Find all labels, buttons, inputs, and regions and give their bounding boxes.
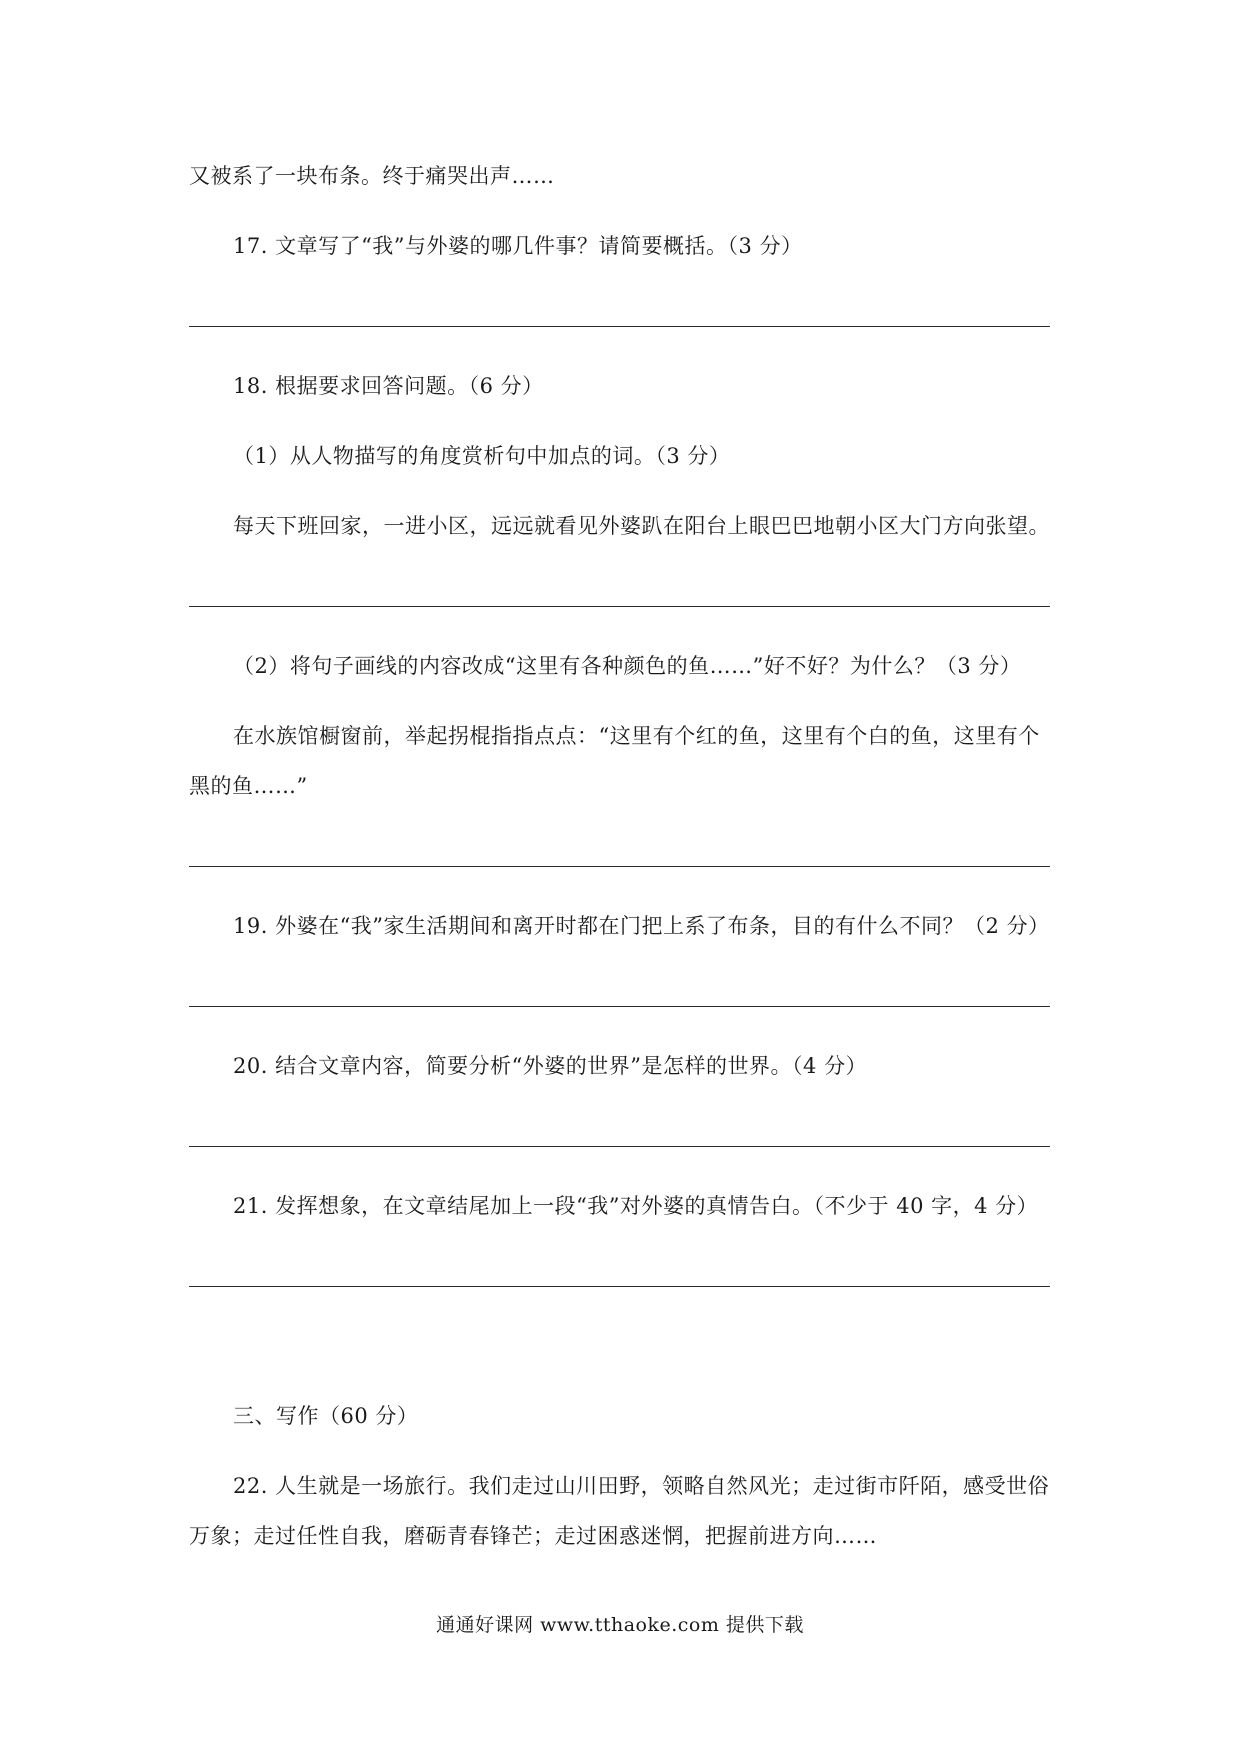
answer-line-19 [189,1006,1050,1007]
question-18-part-1-quote: 每天下班回家，一进小区，远远就看见外婆趴在阳台上眼巴巴地朝小区大门方向张望。 [233,514,1050,538]
answer-line-18-2 [189,866,1050,867]
section-heading-writing: 三、写作（60 分） [233,1404,419,1428]
answer-line-17 [189,326,1050,327]
question-18: 18. 根据要求回答问题。（6 分） [233,374,544,398]
question-18-part-2-quote-line-1: 在水族馆橱窗前，举起拐棍指指点点：“这里有个红的鱼，这里有个白的鱼，这里有个 [233,724,1040,748]
answer-line-20 [189,1146,1050,1147]
question-18-part-1: （1）从人物描写的角度赏析句中加点的词。（3 分） [233,444,731,468]
question-21: 21. 发挥想象，在文章结尾加上一段“我”对外婆的真情告白。（不少于 40 字，4 分） [233,1194,1039,1218]
question-22-line-1: 22. 人生就是一场旅行。我们走过山川田野，领略自然风光；走过街市阡陌，感受世俗 [233,1474,1050,1498]
question-20: 20. 结合文章内容，简要分析“外婆的世界”是怎样的世界。（4 分） [233,1054,868,1078]
question-19: 19. 外婆在“我”家生活期间和离开时都在门把上系了布条，目的有什么不同？（2 分） [233,914,1050,938]
passage-tail: 又被系了一块布条。终于痛哭出声…… [189,164,555,188]
question-18-part-2: （2）将句子画线的内容改成“这里有各种颜色的鱼……”好不好？为什么？（3 分） [233,654,1022,678]
question-22-line-2: 万象；走过任性自我，磨砺青春锋芒；走过困惑迷惘，把握前进方向…… [189,1524,877,1548]
answer-line-18-1 [189,606,1050,607]
footer-download-notice: 通通好课网 www.tthaoke.com 提供下载 [436,1614,804,1636]
answer-line-21 [189,1286,1050,1287]
question-18-part-2-quote-line-2: 黑的鱼……” [189,774,308,798]
question-17: 17. 文章写了“我”与外婆的哪几件事？请简要概括。（3 分） [233,234,803,258]
